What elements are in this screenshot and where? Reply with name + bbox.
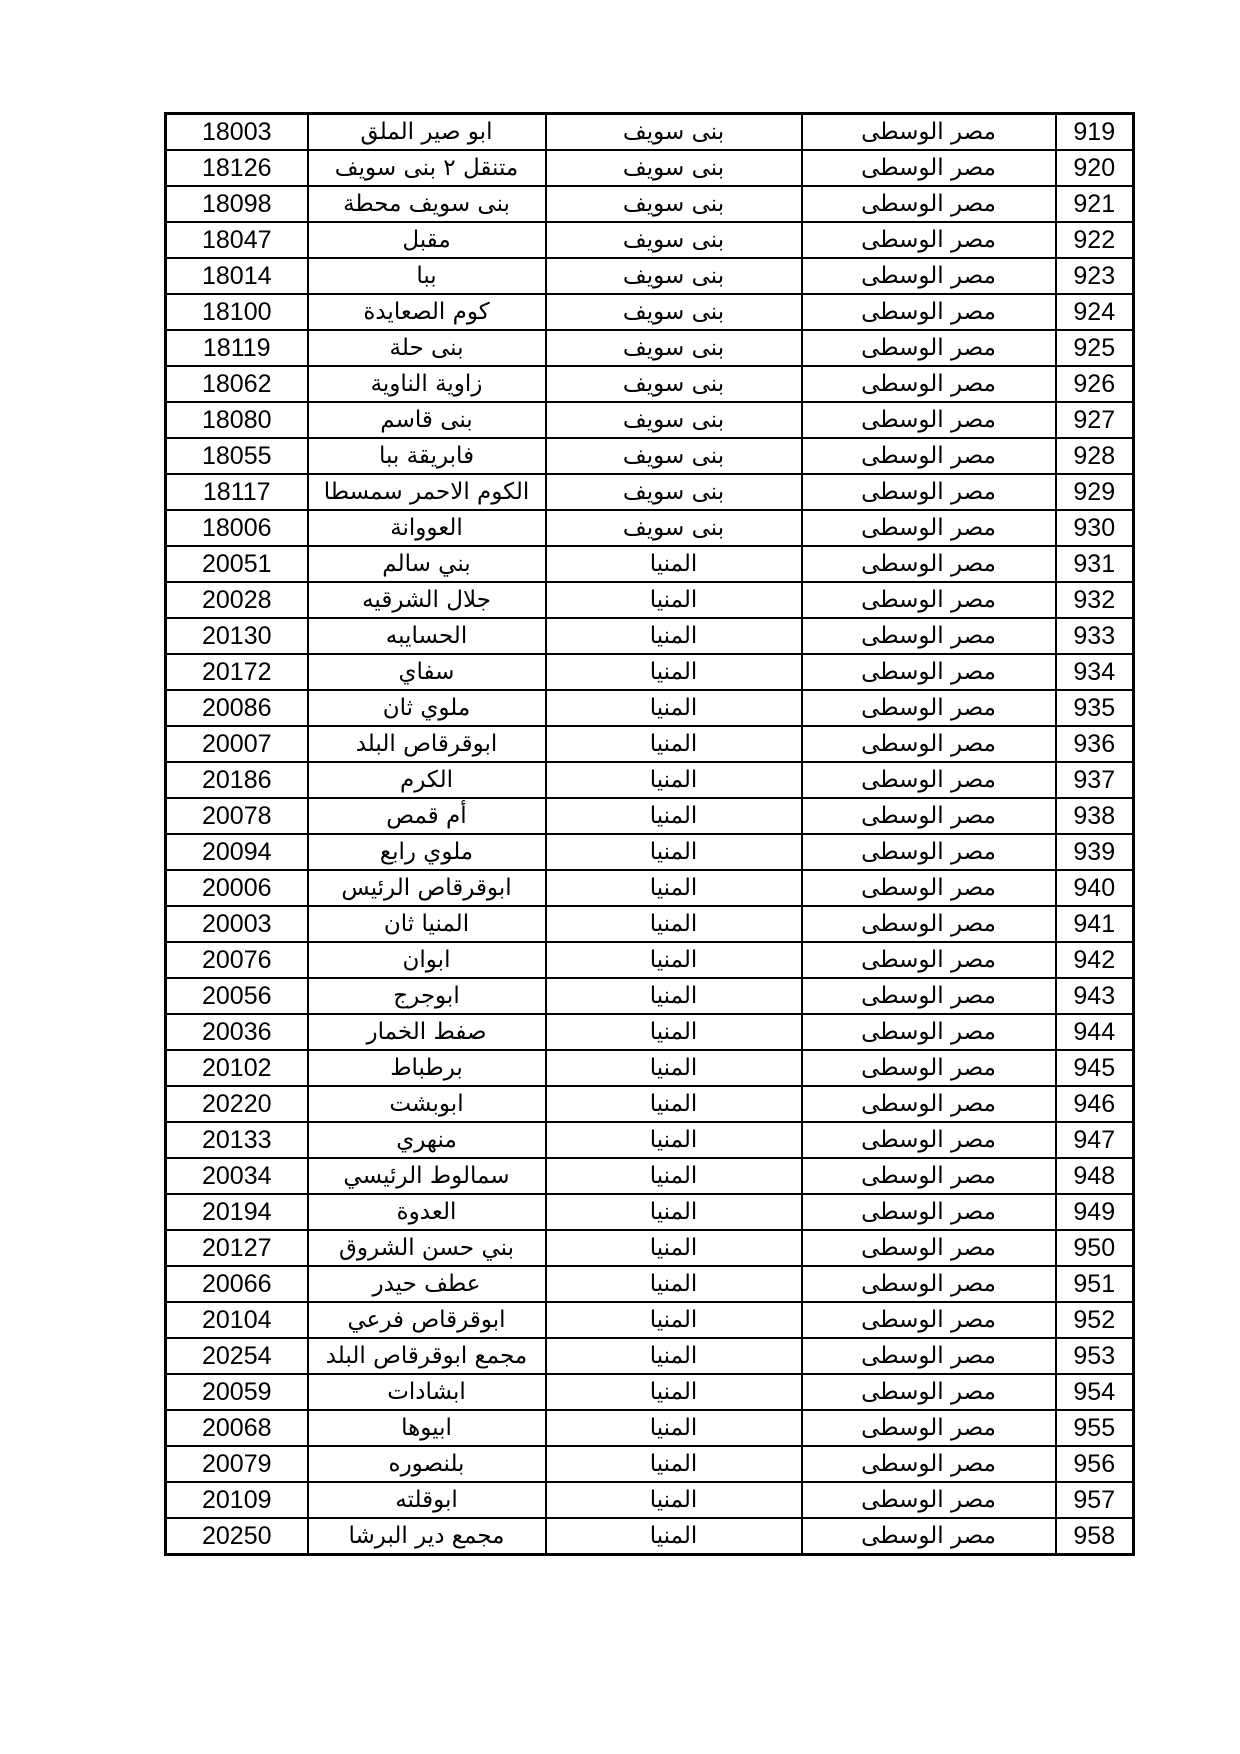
governorate-cell: المنيا bbox=[546, 1086, 802, 1122]
table-row bbox=[166, 618, 1134, 654]
code-cell: 20076 bbox=[166, 942, 308, 978]
index-cell: 921 bbox=[1056, 186, 1134, 222]
code-cell: 20094 bbox=[166, 834, 308, 870]
office-name-cell: زاوية الناوية bbox=[308, 366, 546, 402]
governorate-cell: المنيا bbox=[546, 762, 802, 798]
governorate-cell: المنيا bbox=[546, 1338, 802, 1374]
governorate-cell: المنيا bbox=[546, 654, 802, 690]
table-row bbox=[166, 1302, 1134, 1338]
code-cell: 20007 bbox=[166, 726, 308, 762]
code-cell: 20036 bbox=[166, 1014, 308, 1050]
table-row bbox=[166, 1374, 1134, 1410]
table-row bbox=[166, 1266, 1134, 1302]
governorate-cell: المنيا bbox=[546, 1014, 802, 1050]
code-cell: 18126 bbox=[166, 150, 308, 186]
index-cell: 938 bbox=[1056, 798, 1134, 834]
index-cell: 939 bbox=[1056, 834, 1134, 870]
code-cell: 20254 bbox=[166, 1338, 308, 1374]
table-row bbox=[166, 294, 1134, 330]
code-cell: 20220 bbox=[166, 1086, 308, 1122]
code-cell: 20172 bbox=[166, 654, 308, 690]
governorate-cell: المنيا bbox=[546, 1374, 802, 1410]
office-name-cell: بني حسن الشروق bbox=[308, 1230, 546, 1266]
index-cell: 950 bbox=[1056, 1230, 1134, 1266]
code-cell: 18047 bbox=[166, 222, 308, 258]
office-name-cell: ابيوها bbox=[308, 1410, 546, 1446]
region-cell: مصر الوسطى bbox=[802, 330, 1056, 366]
code-cell: 18006 bbox=[166, 510, 308, 546]
index-cell: 943 bbox=[1056, 978, 1134, 1014]
index-cell: 935 bbox=[1056, 690, 1134, 726]
code-cell: 20034 bbox=[166, 1158, 308, 1194]
governorate-cell: بنى سويف bbox=[546, 258, 802, 294]
table-row bbox=[166, 1158, 1134, 1194]
office-name-cell: برطباط bbox=[308, 1050, 546, 1086]
office-name-cell: أم قمص bbox=[308, 798, 546, 834]
index-cell: 957 bbox=[1056, 1482, 1134, 1518]
office-name-cell: كوم الصعايدة bbox=[308, 294, 546, 330]
index-cell: 928 bbox=[1056, 438, 1134, 474]
code-cell: 20250 bbox=[166, 1518, 308, 1555]
region-cell: مصر الوسطى bbox=[802, 1374, 1056, 1410]
code-cell: 18003 bbox=[166, 114, 308, 151]
office-name-cell: ابوقرقاص فرعي bbox=[308, 1302, 546, 1338]
data-table bbox=[164, 112, 1135, 1556]
region-cell: مصر الوسطى bbox=[802, 1446, 1056, 1482]
governorate-cell: المنيا bbox=[546, 582, 802, 618]
region-cell: مصر الوسطى bbox=[802, 690, 1056, 726]
region-cell: مصر الوسطى bbox=[802, 1266, 1056, 1302]
table-row bbox=[166, 1518, 1134, 1555]
region-cell: مصر الوسطى bbox=[802, 1410, 1056, 1446]
code-cell: 18062 bbox=[166, 366, 308, 402]
table-row bbox=[166, 1086, 1134, 1122]
index-cell: 952 bbox=[1056, 1302, 1134, 1338]
office-name-cell: صفط الخمار bbox=[308, 1014, 546, 1050]
code-cell: 20068 bbox=[166, 1410, 308, 1446]
index-cell: 947 bbox=[1056, 1122, 1134, 1158]
index-cell: 929 bbox=[1056, 474, 1134, 510]
index-cell: 922 bbox=[1056, 222, 1134, 258]
table-row bbox=[166, 834, 1134, 870]
office-name-cell: جلال الشرقيه bbox=[308, 582, 546, 618]
index-cell: 954 bbox=[1056, 1374, 1134, 1410]
index-cell: 956 bbox=[1056, 1446, 1134, 1482]
office-name-cell: ببا bbox=[308, 258, 546, 294]
region-cell: مصر الوسطى bbox=[802, 402, 1056, 438]
region-cell: مصر الوسطى bbox=[802, 1050, 1056, 1086]
code-cell: 20130 bbox=[166, 618, 308, 654]
index-cell: 927 bbox=[1056, 402, 1134, 438]
office-name-cell: ابوقرقاص الرئيس bbox=[308, 870, 546, 906]
index-cell: 958 bbox=[1056, 1518, 1134, 1555]
office-name-cell: العووانة bbox=[308, 510, 546, 546]
office-name-cell: الحسايبه bbox=[308, 618, 546, 654]
index-cell: 945 bbox=[1056, 1050, 1134, 1086]
code-cell: 20102 bbox=[166, 1050, 308, 1086]
code-cell: 18098 bbox=[166, 186, 308, 222]
code-cell: 20079 bbox=[166, 1446, 308, 1482]
table-row bbox=[166, 438, 1134, 474]
code-cell: 20109 bbox=[166, 1482, 308, 1518]
region-cell: مصر الوسطى bbox=[802, 1014, 1056, 1050]
governorate-cell: المنيا bbox=[546, 942, 802, 978]
table-row bbox=[166, 978, 1134, 1014]
table-row bbox=[166, 150, 1134, 186]
region-cell: مصر الوسطى bbox=[802, 222, 1056, 258]
region-cell: مصر الوسطى bbox=[802, 1518, 1056, 1555]
region-cell: مصر الوسطى bbox=[802, 366, 1056, 402]
code-cell: 20056 bbox=[166, 978, 308, 1014]
index-cell: 953 bbox=[1056, 1338, 1134, 1374]
governorate-cell: المنيا bbox=[546, 1122, 802, 1158]
code-cell: 18055 bbox=[166, 438, 308, 474]
table-row bbox=[166, 222, 1134, 258]
index-cell: 946 bbox=[1056, 1086, 1134, 1122]
region-cell: مصر الوسطى bbox=[802, 582, 1056, 618]
office-name-cell: ابوبشت bbox=[308, 1086, 546, 1122]
index-cell: 924 bbox=[1056, 294, 1134, 330]
table-row bbox=[166, 258, 1134, 294]
index-cell: 923 bbox=[1056, 258, 1134, 294]
governorate-cell: المنيا bbox=[546, 798, 802, 834]
index-cell: 936 bbox=[1056, 726, 1134, 762]
office-name-cell: مقبل bbox=[308, 222, 546, 258]
code-cell: 18080 bbox=[166, 402, 308, 438]
table-row bbox=[166, 114, 1134, 151]
code-cell: 18119 bbox=[166, 330, 308, 366]
table-row bbox=[166, 690, 1134, 726]
table-row bbox=[166, 1014, 1134, 1050]
code-cell: 20086 bbox=[166, 690, 308, 726]
governorate-cell: المنيا bbox=[546, 870, 802, 906]
region-cell: مصر الوسطى bbox=[802, 1302, 1056, 1338]
governorate-cell: بنى سويف bbox=[546, 510, 802, 546]
region-cell: مصر الوسطى bbox=[802, 1482, 1056, 1518]
region-cell: مصر الوسطى bbox=[802, 798, 1056, 834]
table-row bbox=[166, 366, 1134, 402]
governorate-cell: المنيا bbox=[546, 690, 802, 726]
office-name-cell: سفاي bbox=[308, 654, 546, 690]
governorate-cell: المنيا bbox=[546, 906, 802, 942]
governorate-cell: بنى سويف bbox=[546, 114, 802, 151]
code-cell: 20003 bbox=[166, 906, 308, 942]
region-cell: مصر الوسطى bbox=[802, 546, 1056, 582]
table-row bbox=[166, 402, 1134, 438]
table-row bbox=[166, 330, 1134, 366]
office-name-cell: ملوي رابع bbox=[308, 834, 546, 870]
index-cell: 949 bbox=[1056, 1194, 1134, 1230]
office-name-cell: بنى حلة bbox=[308, 330, 546, 366]
governorate-cell: بنى سويف bbox=[546, 186, 802, 222]
index-cell: 920 bbox=[1056, 150, 1134, 186]
office-name-cell: عطف حيدر bbox=[308, 1266, 546, 1302]
index-cell: 931 bbox=[1056, 546, 1134, 582]
office-name-cell: ابوقرقاص البلد bbox=[308, 726, 546, 762]
region-cell: مصر الوسطى bbox=[802, 474, 1056, 510]
governorate-cell: بنى سويف bbox=[546, 150, 802, 186]
code-cell: 18014 bbox=[166, 258, 308, 294]
region-cell: مصر الوسطى bbox=[802, 618, 1056, 654]
region-cell: مصر الوسطى bbox=[802, 762, 1056, 798]
index-cell: 941 bbox=[1056, 906, 1134, 942]
office-name-cell: بلنصوره bbox=[308, 1446, 546, 1482]
region-cell: مصر الوسطى bbox=[802, 510, 1056, 546]
governorate-cell: المنيا bbox=[546, 1158, 802, 1194]
governorate-cell: المنيا bbox=[546, 1194, 802, 1230]
code-cell: 20104 bbox=[166, 1302, 308, 1338]
office-name-cell: مجمع دير البرشا bbox=[308, 1518, 546, 1555]
code-cell: 20133 bbox=[166, 1122, 308, 1158]
code-cell: 20059 bbox=[166, 1374, 308, 1410]
code-cell: 20028 bbox=[166, 582, 308, 618]
table-row bbox=[166, 1050, 1134, 1086]
office-name-cell: مجمع ابوقرقاص البلد bbox=[308, 1338, 546, 1374]
index-cell: 940 bbox=[1056, 870, 1134, 906]
code-cell: 20194 bbox=[166, 1194, 308, 1230]
table-row bbox=[166, 1122, 1134, 1158]
office-name-cell: بنى قاسم bbox=[308, 402, 546, 438]
index-cell: 948 bbox=[1056, 1158, 1134, 1194]
code-cell: 20186 bbox=[166, 762, 308, 798]
governorate-cell: المنيا bbox=[546, 1050, 802, 1086]
region-cell: مصر الوسطى bbox=[802, 1194, 1056, 1230]
table-row bbox=[166, 870, 1134, 906]
code-cell: 20078 bbox=[166, 798, 308, 834]
region-cell: مصر الوسطى bbox=[802, 258, 1056, 294]
governorate-cell: المنيا bbox=[546, 1266, 802, 1302]
governorate-cell: المنيا bbox=[546, 1518, 802, 1555]
table-row bbox=[166, 762, 1134, 798]
region-cell: مصر الوسطى bbox=[802, 1230, 1056, 1266]
governorate-cell: المنيا bbox=[546, 546, 802, 582]
index-cell: 934 bbox=[1056, 654, 1134, 690]
table-row bbox=[166, 582, 1134, 618]
office-name-cell: منهري bbox=[308, 1122, 546, 1158]
region-cell: مصر الوسطى bbox=[802, 654, 1056, 690]
table-row bbox=[166, 1194, 1134, 1230]
office-name-cell: سمالوط الرئيسي bbox=[308, 1158, 546, 1194]
code-cell: 20006 bbox=[166, 870, 308, 906]
index-cell: 942 bbox=[1056, 942, 1134, 978]
region-cell: مصر الوسطى bbox=[802, 906, 1056, 942]
index-cell: 926 bbox=[1056, 366, 1134, 402]
office-name-cell: ابوقلته bbox=[308, 1482, 546, 1518]
office-name-cell: ابوان bbox=[308, 942, 546, 978]
office-name-cell: الكوم الاحمر سمسطا bbox=[308, 474, 546, 510]
code-cell: 20066 bbox=[166, 1266, 308, 1302]
table-row bbox=[166, 1338, 1134, 1374]
region-cell: مصر الوسطى bbox=[802, 978, 1056, 1014]
table-row bbox=[166, 186, 1134, 222]
region-cell: مصر الوسطى bbox=[802, 870, 1056, 906]
table-row bbox=[166, 510, 1134, 546]
region-cell: مصر الوسطى bbox=[802, 942, 1056, 978]
office-name-cell: ملوي ثان bbox=[308, 690, 546, 726]
region-cell: مصر الوسطى bbox=[802, 438, 1056, 474]
governorate-cell: المنيا bbox=[546, 834, 802, 870]
governorate-cell: بنى سويف bbox=[546, 474, 802, 510]
office-name-cell: فابريقة ببا bbox=[308, 438, 546, 474]
governorate-cell: المنيا bbox=[546, 726, 802, 762]
table-row bbox=[166, 726, 1134, 762]
office-name-cell: الكرم bbox=[308, 762, 546, 798]
governorate-cell: المنيا bbox=[546, 618, 802, 654]
office-name-cell: بني سالم bbox=[308, 546, 546, 582]
table-row bbox=[166, 942, 1134, 978]
governorate-cell: بنى سويف bbox=[546, 330, 802, 366]
index-cell: 955 bbox=[1056, 1410, 1134, 1446]
code-cell: 20127 bbox=[166, 1230, 308, 1266]
index-cell: 944 bbox=[1056, 1014, 1134, 1050]
governorate-cell: المنيا bbox=[546, 978, 802, 1014]
office-name-cell: المنيا ثان bbox=[308, 906, 546, 942]
governorate-cell: بنى سويف bbox=[546, 366, 802, 402]
index-cell: 933 bbox=[1056, 618, 1134, 654]
region-cell: مصر الوسطى bbox=[802, 1158, 1056, 1194]
region-cell: مصر الوسطى bbox=[802, 1086, 1056, 1122]
office-name-cell: بنى سويف محطة bbox=[308, 186, 546, 222]
table-row bbox=[166, 1482, 1134, 1518]
governorate-cell: المنيا bbox=[546, 1410, 802, 1446]
region-cell: مصر الوسطى bbox=[802, 150, 1056, 186]
table-row bbox=[166, 1410, 1134, 1446]
table-row bbox=[166, 906, 1134, 942]
governorate-cell: المنيا bbox=[546, 1482, 802, 1518]
index-cell: 932 bbox=[1056, 582, 1134, 618]
office-name-cell: ابو صير الملق bbox=[308, 114, 546, 151]
governorate-cell: بنى سويف bbox=[546, 294, 802, 330]
region-cell: مصر الوسطى bbox=[802, 186, 1056, 222]
index-cell: 925 bbox=[1056, 330, 1134, 366]
code-cell: 18100 bbox=[166, 294, 308, 330]
governorate-cell: بنى سويف bbox=[546, 402, 802, 438]
table-row bbox=[166, 474, 1134, 510]
region-cell: مصر الوسطى bbox=[802, 294, 1056, 330]
governorate-cell: المنيا bbox=[546, 1446, 802, 1482]
governorate-cell: المنيا bbox=[546, 1230, 802, 1266]
governorate-cell: بنى سويف bbox=[546, 438, 802, 474]
table-row bbox=[166, 798, 1134, 834]
index-cell: 930 bbox=[1056, 510, 1134, 546]
region-cell: مصر الوسطى bbox=[802, 834, 1056, 870]
governorate-cell: المنيا bbox=[546, 1302, 802, 1338]
index-cell: 937 bbox=[1056, 762, 1134, 798]
table-row bbox=[166, 654, 1134, 690]
governorate-cell: بنى سويف bbox=[546, 222, 802, 258]
region-cell: مصر الوسطى bbox=[802, 1122, 1056, 1158]
index-cell: 919 bbox=[1056, 114, 1134, 151]
index-cell: 951 bbox=[1056, 1266, 1134, 1302]
office-name-cell: العدوة bbox=[308, 1194, 546, 1230]
office-name-cell: ابوجرج bbox=[308, 978, 546, 1014]
region-cell: مصر الوسطى bbox=[802, 726, 1056, 762]
region-cell: مصر الوسطى bbox=[802, 114, 1056, 151]
code-cell: 20051 bbox=[166, 546, 308, 582]
code-cell: 18117 bbox=[166, 474, 308, 510]
region-cell: مصر الوسطى bbox=[802, 1338, 1056, 1374]
table-row bbox=[166, 1446, 1134, 1482]
office-name-cell: متنقل ٢ بنى سويف bbox=[308, 150, 546, 186]
office-name-cell: ابشادات bbox=[308, 1374, 546, 1410]
table-row bbox=[166, 546, 1134, 582]
table-body bbox=[166, 114, 1134, 1555]
table-row bbox=[166, 1230, 1134, 1266]
